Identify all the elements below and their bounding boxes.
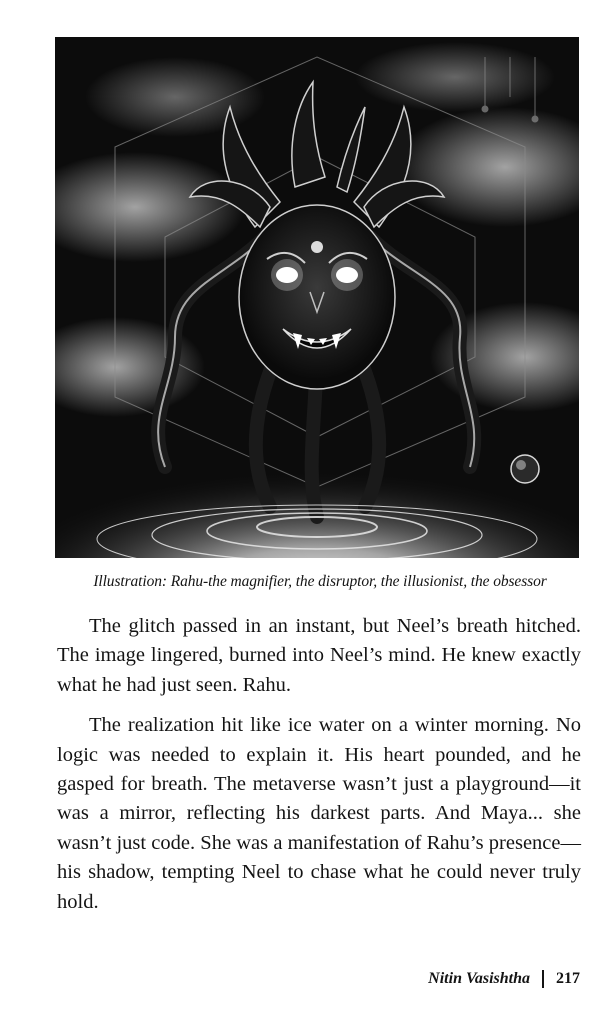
- page-number: 217: [556, 970, 580, 987]
- paragraph: The glitch passed in an instant, but Neel’s breath hitched. The image lingered, burned into Neel’s mind. He knew exactly what he had just seen. Rahu.: [57, 615, 581, 696]
- body-text: [57, 612, 581, 928]
- paragraph: The realization hit like ice water on a winter morning. No logic was needed to explain it. His heart pounded, and he gasped for breath. The metaverse wasn’t just a playground—it was a mirror, reflecting his darkest parts. And Maya... she wasn’t just code. She was a manifestation of Rahu’s presence—his shadow, tempting Neel to chase what he could never truly hold.: [57, 714, 581, 913]
- illustration-caption: Illustration: Rahu-the magnifier, the disruptor, the illusionist, the obsessor: [93, 573, 547, 590]
- rahu-illustration: [55, 37, 579, 558]
- demon-face-artwork: [55, 37, 579, 558]
- author-name: Nitin Vasishtha: [428, 970, 530, 987]
- page-footer: [428, 970, 580, 988]
- footer-divider: [542, 970, 544, 988]
